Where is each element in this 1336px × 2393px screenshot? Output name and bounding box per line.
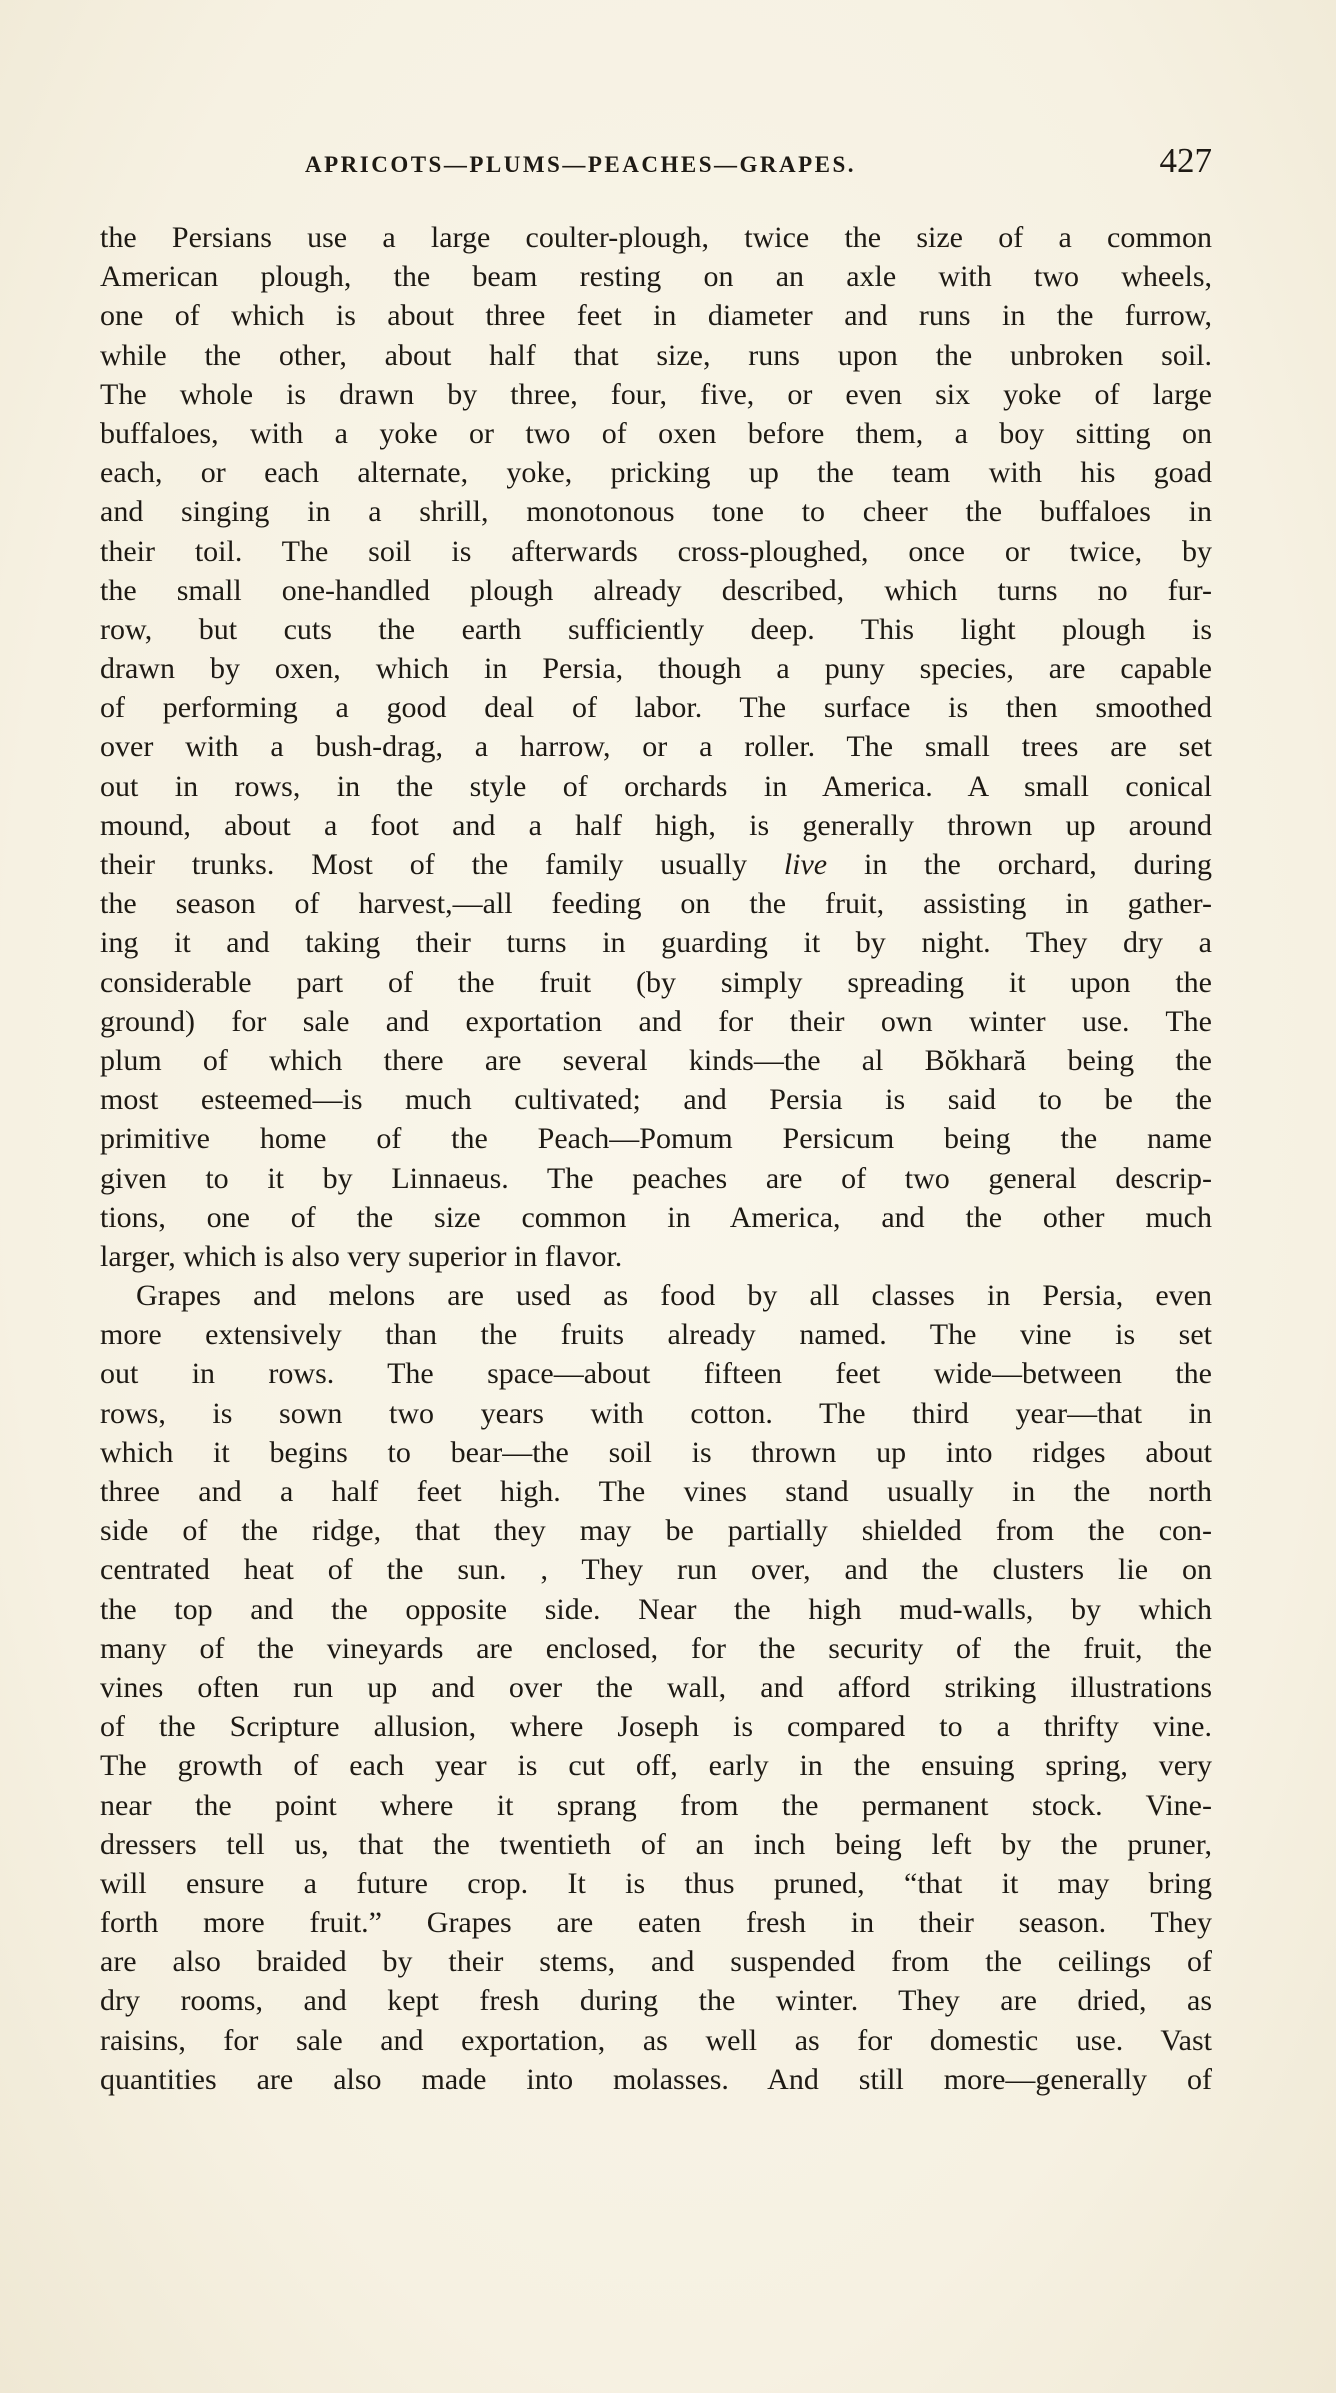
text-line: raisins, for sale and exportation, as well as for domestic use. Vast bbox=[100, 2023, 1212, 2057]
paragraph-first-line: Grapes and melons are used as food by all classes in Persia, even bbox=[136, 1279, 1212, 1313]
text-line: primitive home of the Peach—Pomum Persicum being the name bbox=[100, 1122, 1212, 1156]
text-fragment: in the orchard, during bbox=[827, 848, 1212, 881]
text-line: are also braided by their stems, and suspended from the ceilings of bbox=[100, 1945, 1212, 1979]
text-line: plum of which there are several kinds—the al Bŏkhară being the bbox=[100, 1043, 1212, 1077]
page-number: 427 bbox=[1159, 141, 1212, 180]
text-line: drawn by oxen, which in Persia, though a puny species, are capable bbox=[100, 652, 1212, 686]
text-line: of performing a good deal of labor. The surface is then smoothed bbox=[100, 691, 1212, 725]
text-line: while the other, about half that size, runs upon the unbroken soil. bbox=[100, 338, 1212, 372]
text-line: near the point where it sprang from the permanent stock. Vine- bbox=[100, 1788, 1212, 1822]
text-line: the Persians use a large coulter-plough, twice the size of a common bbox=[100, 221, 1212, 254]
paragraph-last-line: larger, which is also very superior in flavor. bbox=[100, 1239, 623, 1273]
text-line: more extensively than the fruits already named. The vine is set bbox=[100, 1318, 1212, 1352]
running-head: APRICOTS—PLUMS—PEACHES—GRAPES. bbox=[305, 152, 857, 177]
text-line: will ensure a future crop. It is thus pruned, “that it may bring bbox=[100, 1866, 1212, 1900]
text-line: given to it by Linnaeus. The peaches are of two general descrip- bbox=[100, 1161, 1212, 1195]
text-line: of the Scripture allusion, where Joseph is compared to a thrifty vine. bbox=[100, 1710, 1212, 1744]
text-line: and singing in a shrill, monotonous tone to cheer the buffaloes in bbox=[100, 495, 1212, 529]
text-line: centrated heat of the sun. , They run over, and the clusters lie on bbox=[100, 1553, 1212, 1587]
text-line: over with a bush-drag, a harrow, or a roller. The small trees are set bbox=[100, 730, 1212, 764]
text-fragment: their trunks. Most of the family usually bbox=[100, 848, 784, 881]
text-line: the top and the opposite side. Near the high mud-walls, by which bbox=[100, 1592, 1212, 1626]
text-line: the small one-handled plough already described, which turns no fur- bbox=[100, 573, 1212, 607]
text-line: each, or each alternate, yoke, pricking up the team with his goad bbox=[100, 456, 1212, 490]
text-line: considerable part of the fruit (by simply spreading it upon the bbox=[100, 965, 1212, 999]
text-line: the season of harvest,—all feeding on the fruit, assisting in gather- bbox=[100, 887, 1212, 921]
text-line: row, but cuts the earth sufficiently deep. This light plough is bbox=[100, 612, 1212, 646]
text-line: out in rows. The space—about fifteen feet wide—between the bbox=[100, 1357, 1212, 1391]
text-line: ground) for sale and exportation and for their own winter use. The bbox=[100, 1004, 1212, 1038]
text-line: one of which is about three feet in diameter and runs in the furrow, bbox=[100, 299, 1212, 333]
text-line: quantities are also made into molasses. And still more—generally of bbox=[100, 2062, 1212, 2096]
text-line: buffaloes, with a yoke or two of oxen before them, a boy sitting on bbox=[100, 416, 1212, 450]
body-text bbox=[100, 218, 1212, 2099]
text-line: tions, one of the size common in America, and the other much bbox=[100, 1200, 1212, 1234]
text-line: forth more fruit.” Grapes are eaten fresh in their season. They bbox=[100, 1906, 1212, 1940]
text-line: vines often run up and over the wall, and afford striking illustrations bbox=[100, 1670, 1212, 1704]
text-line: most esteemed—is much cultivated; and Persia is said to be the bbox=[100, 1083, 1212, 1117]
text-line: ing it and taking their turns in guarding it by night. They dry a bbox=[100, 926, 1212, 960]
text-line: mound, about a foot and a half high, is generally thrown up around bbox=[100, 808, 1212, 842]
text-line: side of the ridge, that they may be partially shielded from the con- bbox=[100, 1514, 1212, 1548]
text-line: dry rooms, and kept fresh during the winter. They are dried, as bbox=[100, 1984, 1212, 2018]
text-line: three and a half feet high. The vines stand usually in the north bbox=[100, 1475, 1212, 1508]
text-line: American plough, the beam resting on an axle with two wheels, bbox=[100, 260, 1212, 294]
text-line: which it begins to bear—the soil is thrown up into ridges about bbox=[100, 1435, 1212, 1469]
text-line: The growth of each year is cut off, early in the ensuing spring, very bbox=[100, 1749, 1212, 1783]
text-line: The whole is drawn by three, four, five, or even six yoke of large bbox=[100, 377, 1212, 411]
text-line-with-italic bbox=[100, 845, 1212, 884]
text-line: rows, is sown two years with cotton. The third year—that in bbox=[100, 1396, 1212, 1430]
text-line: out in rows, in the style of orchards in America. A small conical bbox=[100, 769, 1212, 803]
text-line: their toil. The soil is afterwards cross-ploughed, once or twice, by bbox=[100, 534, 1212, 568]
text-line: many of the vineyards are enclosed, for the security of the fruit, the bbox=[100, 1631, 1212, 1665]
italic-word: live bbox=[783, 848, 828, 881]
text-line: dressers tell us, that the twentieth of an inch being left by the pruner, bbox=[100, 1827, 1212, 1861]
